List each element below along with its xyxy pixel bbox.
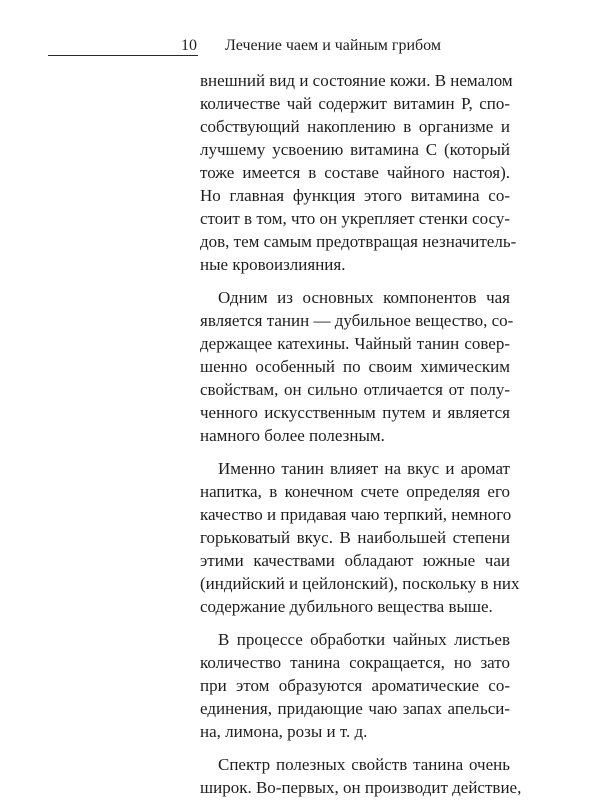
text-line: Именно танин влияет на вкус и аромат: [218, 459, 510, 478]
text-line: является танин — дубильное вещество, со-: [200, 311, 514, 330]
text-line: содержание дубильного вещества выше.: [200, 597, 493, 616]
text-line: держащее катехины. Чайный танин совер-: [200, 334, 510, 353]
text-line: ченного искусственным путем и является: [200, 403, 510, 422]
text-line: количество танина сокращается, но зато: [200, 653, 510, 672]
paragraph-3: [200, 457, 520, 618]
header-rule: [48, 55, 198, 56]
text-line: широк. Во-первых, он производит действие,: [200, 778, 522, 797]
text-line: (индийский и цейлонский), поскольку в них: [200, 574, 520, 593]
page-number: 10: [181, 37, 197, 54]
text-line: качество и придавая чаю терпкий, немного: [200, 505, 512, 524]
text-line: единения, придающие чаю запах апельси-: [200, 699, 510, 718]
text-line: стоит в том, что он укрепляет стенки сосу-: [200, 209, 510, 228]
text-line: лучшему усвоению витамина С (который: [200, 140, 510, 159]
text-line: этими качествами обладают южные чаи: [200, 551, 510, 570]
text-line: В процессе обработки чайных листьев: [218, 630, 510, 649]
text-line: намного более полезным.: [200, 426, 385, 445]
running-title: Лечение чаем и чайным грибом: [225, 37, 441, 54]
text-line: горьковатый вкус. В наибольшей степени: [200, 528, 510, 547]
paragraph-1: [200, 69, 517, 276]
page-header: [48, 34, 510, 60]
text-line: Одним из основных компонентов чая: [218, 288, 510, 307]
paragraph-2: [200, 286, 514, 447]
text-line: тоже имеется в составе чайного настоя).: [200, 163, 510, 182]
paragraph-4: [200, 628, 510, 743]
text-line: ные кровоизлияния.: [200, 255, 346, 274]
text-line: количестве чай содержит витамин Р, спо-: [200, 94, 510, 113]
body-text: [200, 69, 522, 809]
text-line: при этом образуются ароматические со-: [200, 676, 510, 695]
paragraph-5: [200, 753, 522, 799]
text-line: шенно особенный по своим химическим: [200, 357, 510, 376]
text-line: на, лимона, розы и т. д.: [200, 722, 368, 741]
text-line: дов, тем самым предотвращая незначитель-: [200, 232, 517, 251]
text-line: внешний вид и состояние кожи. В немалом: [200, 71, 513, 90]
text-line: Но главная функция этого витамина со-: [200, 186, 510, 205]
text-line: напитка, в конечном счете определяя его: [200, 482, 510, 501]
text-line: Спектр полезных свойств танина очень: [218, 755, 510, 774]
text-line: свойствам, он сильно отличается от полу-: [200, 380, 510, 399]
text-line: собствующий накоплению в организме и: [200, 117, 510, 136]
